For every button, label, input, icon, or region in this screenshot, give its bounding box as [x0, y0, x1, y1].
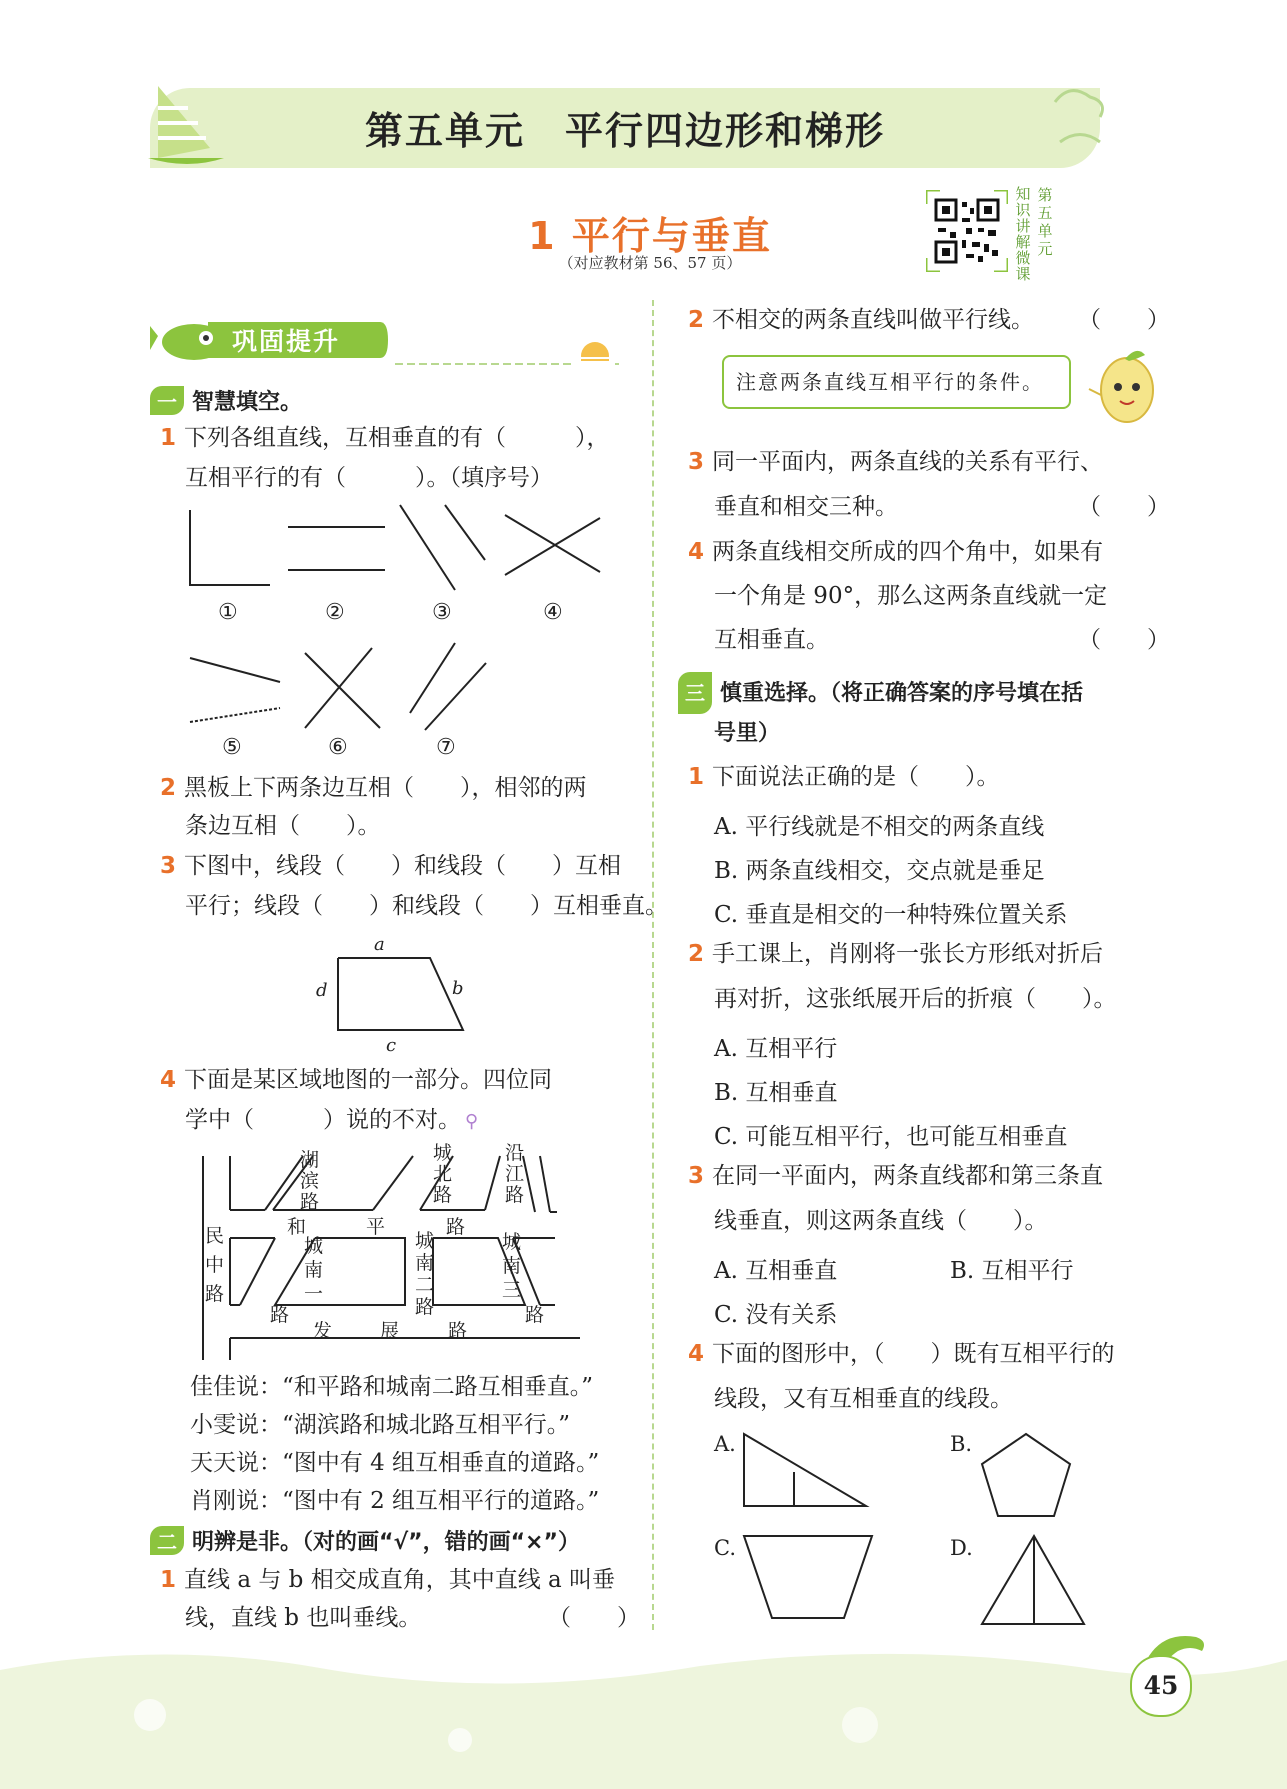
p3-q4-line1: 下面的图形中，（ ）既有互相平行的: [712, 1341, 1115, 1367]
speaker-xiaowen: 小雯说：“湖滨路和城北路互相平行。”: [190, 1412, 571, 1438]
unit-title: 第五单元 平行四边形和梯形: [364, 109, 885, 153]
p2-q1-line1: 直线 a 与 b 相交成直角，其中直线 a 叫垂: [184, 1567, 616, 1593]
part3-heading: [678, 672, 1083, 715]
p2-q3-line2: 垂直和相交三种。: [714, 494, 898, 520]
trap-label-c: c: [386, 1035, 397, 1056]
p2-q1-number: 1: [160, 1567, 177, 1593]
part1-heading-text: 智慧填空。: [192, 390, 303, 415]
p2-q2-answer-blank[interactable]: （ ）: [1078, 307, 1170, 333]
map-label-heping-2: 平: [366, 1216, 386, 1238]
p3-q1-stem: 下面说法正确的是（ ）。: [712, 764, 1000, 790]
part2-tag: 二: [150, 1526, 184, 1555]
qr-label-col2: 第 五 单 元: [1037, 186, 1053, 258]
p2-q4-number: 4: [688, 539, 705, 565]
p1-question-1: [160, 418, 610, 458]
shape-d-isosceles-triangle[interactable]: [978, 1532, 1088, 1628]
p1-q3-line1: 下图中，线段（ ）和线段（ ）互相: [184, 853, 622, 879]
p3-question-4: [688, 1334, 1115, 1374]
part1-heading: [150, 385, 302, 416]
p3-q2-number: 2: [688, 941, 705, 967]
p3-q1-number: 1: [688, 764, 705, 790]
p3-q4-option-a-label[interactable]: A.: [714, 1432, 736, 1456]
lesson-title: 1 平行与垂直: [528, 214, 772, 258]
p3-q4-option-b-label[interactable]: B.: [950, 1432, 973, 1456]
footer-wave: [0, 1640, 1287, 1789]
p1-q4-line2: [185, 1100, 478, 1142]
p3-q3-option-b[interactable]: B. 互相平行: [950, 1258, 1074, 1284]
p3-q3-line2: 线垂直，则这两条直线（ ）。: [714, 1208, 1048, 1234]
p3-q1-option-a[interactable]: A. 平行线就是不相交的两条直线: [714, 814, 1045, 840]
part3-tag: 三: [678, 672, 712, 714]
p1-question-4: [160, 1060, 552, 1100]
p3-q3-number: 3: [688, 1163, 705, 1189]
column-divider: [652, 300, 654, 1630]
p2-q1-answer-blank[interactable]: （ ）: [548, 1605, 640, 1631]
mascot-icon: [1085, 345, 1165, 435]
part2-heading-text: 明辨是非。（对的画“√”，错的画“×”）: [192, 1530, 580, 1555]
map-label-chengbei: 城 北 路: [433, 1142, 453, 1206]
p1-question-3: [160, 846, 621, 886]
p1-q2-line2: 条边互相（ ）。: [185, 813, 381, 839]
p2-q3-answer-blank[interactable]: （ ）: [1078, 494, 1170, 520]
part2-heading: [150, 1525, 580, 1556]
p3-q1-option-b[interactable]: B. 两条直线相交，交点就是垂足: [714, 858, 1045, 884]
page-number: 45: [1130, 1655, 1192, 1717]
p1-q1-line1: 下列各组直线，互相垂直的有（ ），: [184, 425, 610, 451]
p1-q3-line2: 平行；线段（ ）和线段（ ）互相垂直。: [185, 893, 668, 919]
speaker-jiajia: 佳佳说：“和平路和城南二路互相垂直。”: [190, 1374, 594, 1400]
p3-q2-line1: 手工课上，肖刚将一张长方形纸对折后: [712, 941, 1104, 967]
part1-tag: 一: [150, 386, 184, 415]
p3-q3-option-a[interactable]: A. 互相垂直: [714, 1258, 838, 1284]
p3-q4-number: 4: [688, 1341, 705, 1367]
p2-q4-line1: 两条直线相交所成的四个角中，如果有: [712, 539, 1104, 565]
map-label-chengnan1-lu: 路: [270, 1304, 290, 1326]
qr-label-col1: 知 识 讲 解 微 课: [1015, 185, 1031, 283]
tip-text: 注意两条直线互相平行的条件。: [736, 370, 1044, 394]
p1-q1-number: 1: [160, 425, 177, 451]
circle-label-5: ⑤: [222, 735, 242, 760]
line-groups-figure: [180, 500, 620, 760]
p1-q2-number: 2: [160, 775, 177, 801]
p1-q1-line2: 互相平行的有（ ）。（填序号）: [185, 465, 553, 491]
p3-q4-option-c-label[interactable]: C.: [714, 1536, 736, 1560]
shape-c-trapezoid[interactable]: [740, 1532, 876, 1622]
p2-question-4: [688, 532, 1103, 572]
map-label-fazhan-2: 展: [380, 1320, 400, 1342]
p3-q2-option-c[interactable]: C. 可能互相平行，也可能互相垂直: [714, 1124, 1068, 1150]
trap-label-a: a: [374, 934, 385, 955]
trap-label-b: b: [452, 978, 464, 999]
hint-pin-icon[interactable]: ⚲: [465, 1111, 479, 1132]
sunset-decoration-icon: [395, 330, 625, 370]
map-label-minzhong: 民 中 路: [205, 1225, 225, 1305]
p3-q4-option-d-label[interactable]: D.: [950, 1536, 973, 1560]
circle-label-3: ③: [432, 600, 452, 625]
map-label-chengnan1: 城 南 一: [304, 1235, 324, 1305]
p1-q3-number: 3: [160, 853, 177, 879]
p2-q4-line3: 互相垂直。: [714, 627, 829, 653]
p3-q2-option-b[interactable]: B. 互相垂直: [714, 1080, 838, 1106]
lesson-subtitle: （对应教材第 56、57 页）: [558, 254, 742, 272]
p2-q1-line2: 线，直线 b 也叫垂线。: [185, 1605, 422, 1631]
section-badge-label: 巩固提升: [232, 327, 341, 356]
speaker-tiantian: 天天说：“图中有 4 组互相垂直的道路。”: [190, 1450, 600, 1476]
map-label-yanjiang: 沿 江 路: [505, 1142, 525, 1206]
p2-question-1: [160, 1560, 615, 1600]
circle-label-7: ⑦: [436, 735, 456, 760]
p2-q4-line2: 一个角是 90°，那么这两条直线就一定: [714, 583, 1108, 609]
p2-q2-line1: 不相交的两条直线叫做平行线。: [712, 307, 1035, 333]
map-label-fazhan-3: 路: [448, 1320, 468, 1342]
p2-question-2: [688, 300, 1034, 340]
p3-q1-option-c[interactable]: C. 垂直是相交的一种特殊位置关系: [714, 902, 1068, 928]
part3-heading-line1: 慎重选择。（将正确答案的序号填在括: [720, 681, 1084, 706]
p2-question-3: [688, 442, 1103, 482]
map-label-chengnan2: 城 南 二 路: [415, 1230, 435, 1318]
group1-perpendicular: [190, 510, 270, 585]
speaker-xiaogang: 肖刚说：“图中有 2 组互相平行的道路。”: [190, 1488, 600, 1514]
circle-label-1: ①: [218, 600, 238, 625]
p3-question-3: [688, 1156, 1103, 1196]
trap-label-d: d: [316, 980, 328, 1001]
map-label-hubin: 湖 滨 路: [300, 1149, 320, 1213]
p3-question-2: [688, 934, 1103, 974]
map-label-heping-1: 和: [287, 1216, 307, 1238]
map-label-fazhan-1: 发: [313, 1320, 333, 1342]
circle-label-6: ⑥: [328, 735, 348, 760]
map-label-heping-3: 路: [446, 1216, 466, 1238]
circle-label-2: ②: [325, 600, 345, 625]
p3-q2-option-a[interactable]: A. 互相平行: [714, 1036, 838, 1062]
p2-q2-number: 2: [688, 307, 705, 333]
map-label-chengnan3-lu: 路: [525, 1304, 545, 1326]
shape-a-right-triangle[interactable]: [740, 1430, 870, 1510]
p1-q4-line2-text: 学中（ ）说的不对。: [185, 1107, 461, 1133]
qr-code-icon[interactable]: [926, 190, 1008, 272]
p1-q4-number: 4: [160, 1067, 177, 1093]
qr-label: [1014, 185, 1058, 283]
p3-q4-line2: 线段，又有互相垂直的线段。: [714, 1386, 1013, 1412]
shape-b-pentagon[interactable]: [978, 1430, 1074, 1520]
p3-q2-line2: 再对折，这张纸展开后的折痕（ ）。: [714, 986, 1117, 1012]
p1-question-2: [160, 768, 587, 808]
p3-q3-line1: 在同一平面内，两条直线都和第三条直: [712, 1163, 1104, 1189]
p1-q2-line1: 黑板上下两条边互相（ ），相邻的两: [184, 775, 587, 801]
map-label-chengnan3: 城 南 三: [502, 1231, 522, 1301]
p3-question-1: [688, 757, 1000, 797]
p2-q3-number: 3: [688, 449, 705, 475]
p1-q4-line1: 下面是某区域地图的一部分。四位同: [184, 1067, 553, 1093]
speaker-list: [190, 1368, 599, 1520]
circle-label-4: ④: [543, 600, 563, 625]
p3-q3-option-c[interactable]: C. 没有关系: [714, 1302, 838, 1328]
part3-heading-line2: 号里）: [714, 721, 781, 746]
p2-q3-line1: 同一平面内，两条直线的关系有平行、: [712, 449, 1104, 475]
p2-q4-answer-blank[interactable]: （ ）: [1078, 627, 1170, 653]
